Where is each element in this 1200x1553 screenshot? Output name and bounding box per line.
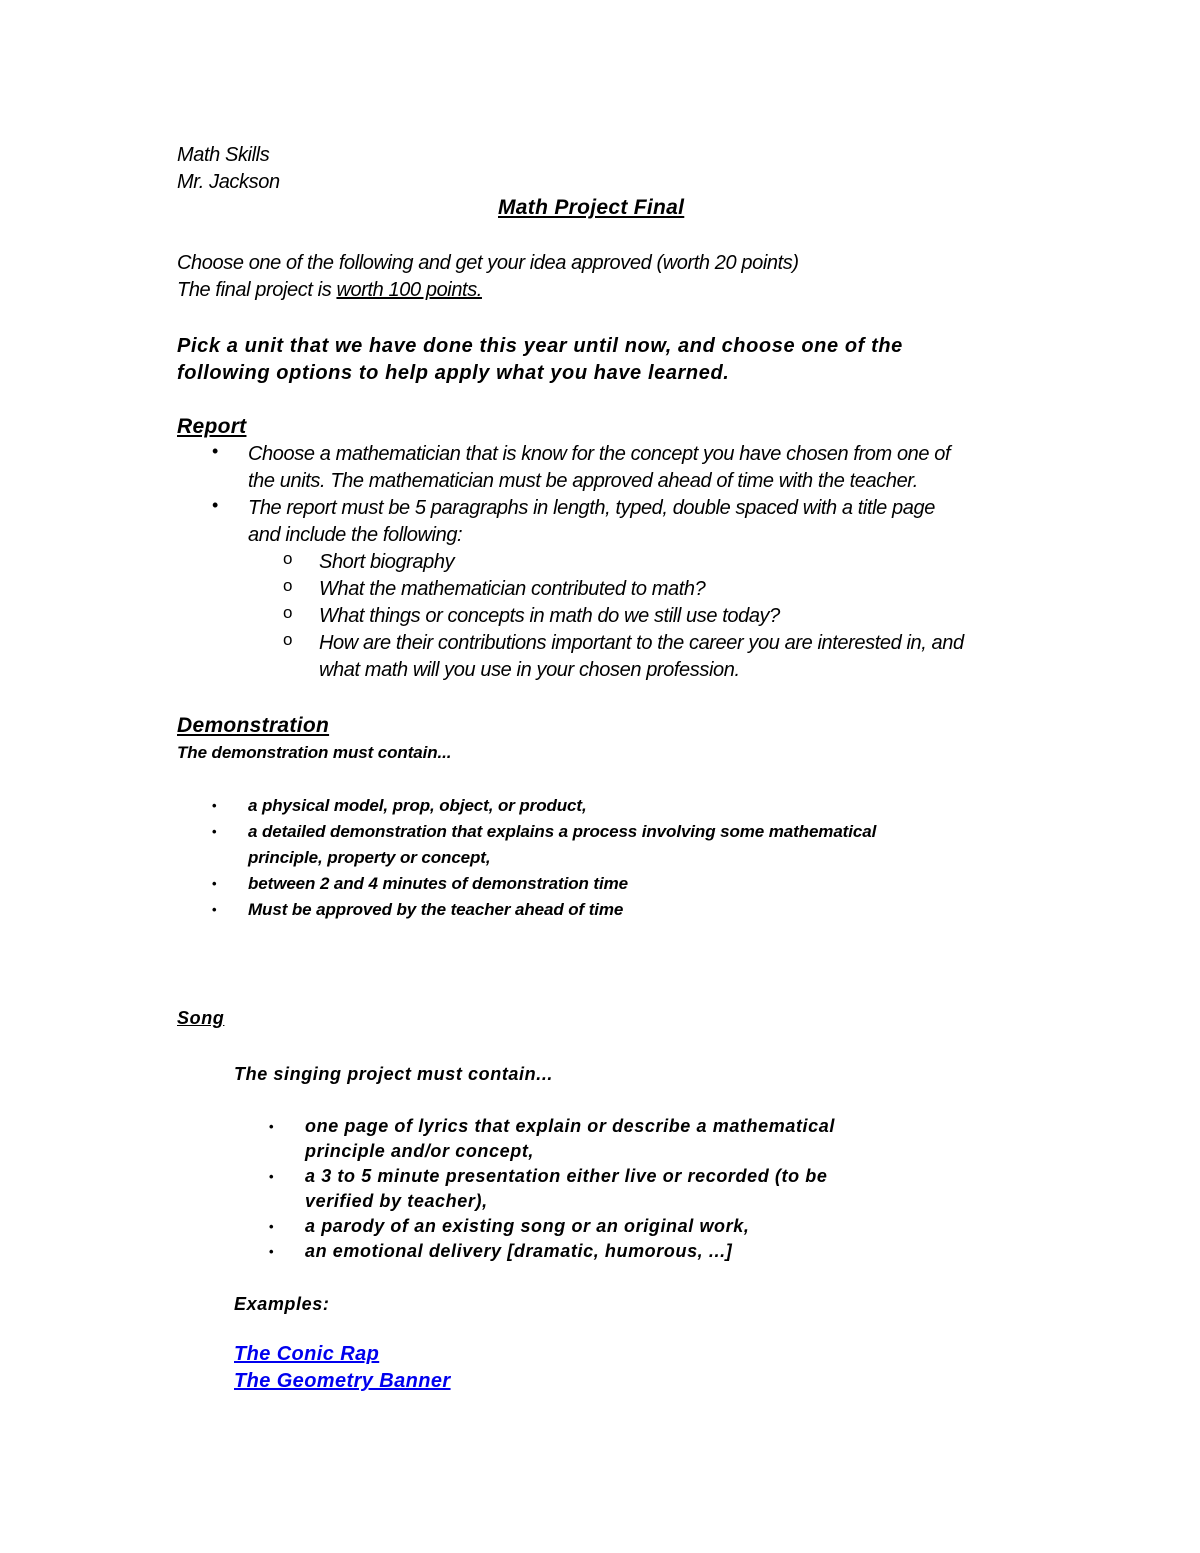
teacher-name: Mr. Jackson bbox=[177, 171, 280, 193]
circle-bullet-icon: o bbox=[283, 576, 293, 595]
lead-line-2: following options to help apply what you have learned. bbox=[177, 362, 730, 384]
bullet-icon: • bbox=[212, 902, 217, 917]
bullet-icon: • bbox=[212, 495, 219, 515]
link-conic-rap[interactable]: The Conic Rap bbox=[234, 1343, 380, 1365]
sub-list-item: o How are their contributions important to the career you are interested in, and what math will you use in your chosen profession. bbox=[283, 630, 964, 681]
page-title: Math Project Final bbox=[498, 196, 685, 219]
demonstration-bullets bbox=[177, 793, 876, 923]
bullet-icon: • bbox=[212, 876, 217, 891]
bullet-icon: • bbox=[212, 441, 219, 461]
sub-list-item: o Short biography bbox=[283, 549, 455, 573]
demonstration-intro: The demonstration must contain... bbox=[177, 743, 452, 762]
intro-block bbox=[177, 250, 799, 304]
song-intro: The singing project must contain... bbox=[234, 1064, 554, 1084]
song-bullets bbox=[234, 1114, 835, 1264]
circle-bullet-icon: o bbox=[283, 603, 293, 622]
list-item: • a parody of an existing song or an original work, bbox=[234, 1214, 835, 1239]
song-heading: Song bbox=[177, 1008, 225, 1028]
list-item: • a 3 to 5 minute presentation either live or recorded (to be verified by teacher), bbox=[269, 1166, 828, 1211]
intro-points-underlined: worth 100 points. bbox=[336, 279, 482, 301]
sub-list-item: o What the mathematician contributed to math? bbox=[283, 576, 706, 600]
song-body bbox=[234, 1061, 835, 1395]
link-geometry-banner[interactable]: The Geometry Banner bbox=[234, 1370, 451, 1392]
list-item: • a detailed demonstration that explains a process involving some mathematical principle, property or concept, bbox=[177, 819, 876, 871]
circle-bullet-icon: o bbox=[283, 630, 293, 649]
list-item: • a physical model, prop, object, or product, bbox=[177, 793, 876, 819]
sub-list-item: o What things or concepts in math do we still use today? bbox=[283, 603, 780, 627]
bullet-icon: • bbox=[212, 824, 217, 839]
course-name: Math Skills bbox=[177, 144, 270, 166]
list-item: • between 2 and 4 minutes of demonstration time bbox=[177, 871, 876, 897]
bullet-icon: • bbox=[269, 1244, 275, 1259]
list-item: • an emotional delivery [dramatic, humorous, ...] bbox=[234, 1239, 835, 1264]
list-item: • one page of lyrics that explain or describe a mathematical principle and/or concept, bbox=[269, 1116, 835, 1161]
bullet-icon: • bbox=[212, 798, 217, 813]
page-title-block bbox=[498, 196, 684, 220]
header-block bbox=[177, 142, 280, 196]
bullet-icon: • bbox=[269, 1169, 275, 1184]
report-bullets bbox=[177, 441, 964, 684]
list-item: • Must be approved by the teacher ahead of time bbox=[177, 897, 876, 923]
intro-line-2-prefix: The final project is bbox=[177, 279, 337, 301]
lead-block bbox=[177, 333, 903, 387]
bullet-icon: • bbox=[269, 1119, 275, 1134]
intro-line-2 bbox=[177, 277, 799, 304]
list-item: • The report must be 5 paragraphs in length, typed, double spaced with a title page and include the following: bbox=[212, 495, 935, 546]
examples-links bbox=[234, 1341, 835, 1395]
bullet-icon: • bbox=[269, 1219, 275, 1234]
examples-label: Examples: bbox=[234, 1294, 330, 1314]
lead-line-1: Pick a unit that we have done this year until now, and choose one of the bbox=[177, 335, 903, 357]
demonstration-section bbox=[177, 712, 876, 923]
demonstration-heading: Demonstration bbox=[177, 714, 330, 737]
report-heading: Report bbox=[177, 415, 247, 438]
list-item: • Choose a mathematician that is know for the concept you have chosen from one of the units. The mathematician must be approved ahead of time with the teacher. bbox=[212, 441, 951, 492]
intro-line-1: Choose one of the following and get your idea approved (worth 20 points) bbox=[177, 252, 799, 274]
report-section bbox=[177, 412, 964, 684]
circle-bullet-icon: o bbox=[283, 549, 293, 568]
song-section bbox=[177, 1005, 224, 1031]
